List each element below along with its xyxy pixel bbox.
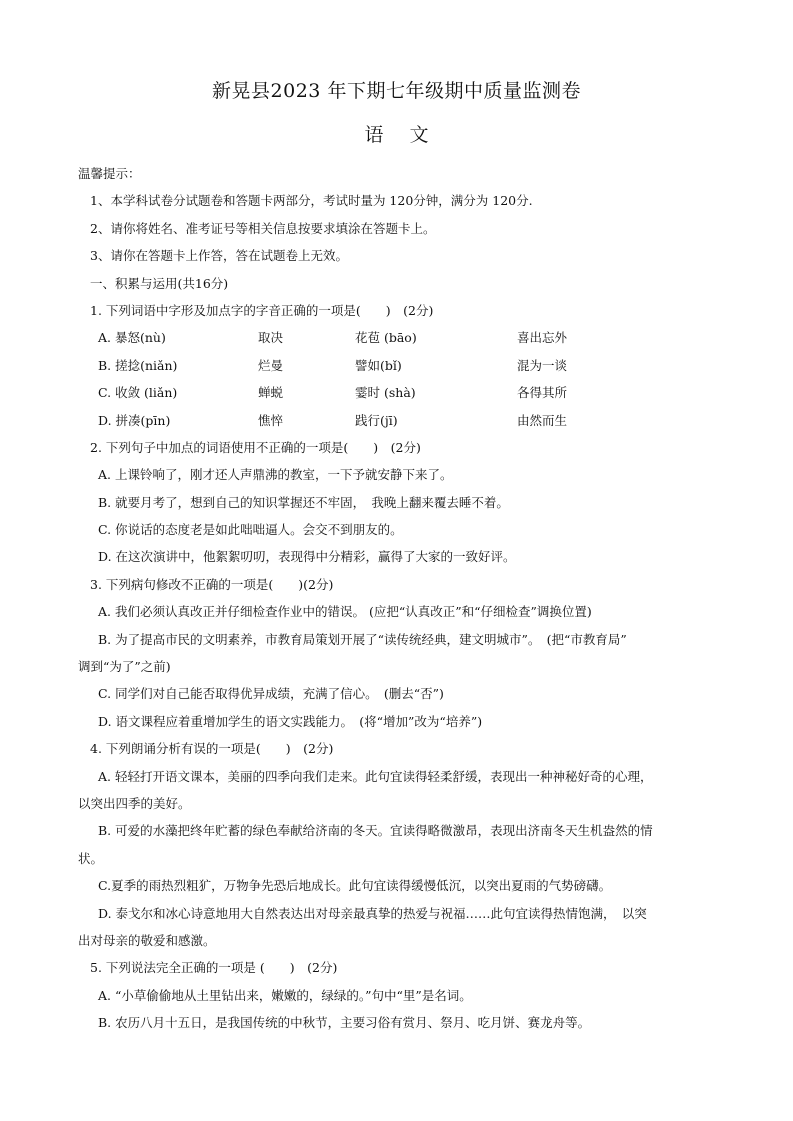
question-5-option-b: B. 农历八月十五日，是我国传统的中秋节，主要习俗有赏月、祭月、吃月饼、赛龙舟等。 (98, 1015, 591, 1031)
question-1-option-row (78, 324, 718, 351)
tips-heading: 温馨提示： (78, 166, 141, 181)
exam-title: 新晃县2023 年下期七年级期中质量监测卷 (212, 80, 581, 102)
option-cell: 譬如(bǐ) (355, 357, 402, 373)
option-cell: 取决 (258, 330, 284, 346)
option-cell: 蝉蜕 (258, 385, 284, 401)
question-1-stem: 1. 下列词语中字形及加点字的字音正确的一项是( ) (2分) (90, 302, 434, 318)
question-2-stem: 2. 下列句子中加点的词语使用不正确的一项是( ) (2分) (90, 439, 421, 455)
question-2-option: B. 就要月考了，想到自己的知识掌握还不牢固， 我晚上翻来覆去睡不着。 (98, 494, 509, 510)
option-cell: D. 拼凑(pīn) (98, 412, 171, 428)
question-3-option-c: C. 同学们对自己能否取得优异成绩，充满了信心。 (删去“否”) (98, 686, 444, 702)
option-cell: 各得其所 (517, 385, 568, 401)
question-5-stem: 5. 下列说法完全正确的一项是 ( ) (2分) (90, 960, 338, 976)
question-4-stem: 4. 下列朗诵分析有误的一项是( ) (2分) (90, 741, 334, 757)
option-cell: 霎时 (shà) (355, 385, 416, 401)
section-heading: 一、积累与运用(共16分) (90, 275, 229, 291)
question-5-option-a: A. “小草偷偷地从土里钻出来，嫩嫩的，绿绿的。”句中“里”是名词。 (98, 987, 472, 1003)
question-3-option-d: D. 语文课程应着重增加学生的语文实践能力。 (将“增加”改为“培养”) (98, 713, 483, 729)
option-cell: A. 暴怒(nù) (98, 330, 166, 346)
option-cell: 烂曼 (258, 357, 284, 373)
option-cell: 由然而生 (517, 412, 568, 428)
option-cell: B. 搓捻(niǎn) (98, 357, 178, 373)
question-1-option-row (78, 352, 718, 379)
question-3-option-b: B. 为了提高市民的文明素养，市教育局策划开展了“读传统经典，建文明城市”。 (把“市教育局” (98, 631, 627, 647)
question-1-option-row (78, 379, 718, 406)
question-3-stem: 3. 下列病句修改不正确的一项是( )(2分) (90, 576, 334, 592)
subject-char-2: 文 (409, 124, 429, 146)
exam-content (78, 160, 718, 1037)
option-cell: 喜出忘外 (517, 330, 568, 346)
question-4-option-d-continued: 出对母亲的敬爱和感激。 (78, 932, 216, 948)
question-4-option-b: B. 可爱的水藻把终年贮蓄的绿色奉献给济南的冬天。宜读得略微激昂，表现出济南冬天生机盎然的情 (98, 823, 653, 839)
subject-char-1: 语 (364, 124, 384, 146)
question-4-option-d: D. 泰戈尔和冰心诗意地用大自然表达出对母亲最真挚的热爱与祝福……此句宜读得热情饱满， 以突 (98, 905, 647, 921)
tip-item: 1、本学科试卷分试题卷和答题卡两部分，考试时量为 120分钟，满分为 120分. (90, 193, 533, 209)
question-1-option-row (78, 407, 718, 434)
question-4-option-b-continued: 状。 (78, 850, 104, 866)
question-4-option-c: C.夏季的雨热烈粗犷，万物争先恐后地成长。此句宜读得缓慢低沉，以突出夏雨的气势磅礴。 (98, 878, 612, 894)
tip-item: 3、请你在答题卡上作答，答在试题卷上无效。 (90, 248, 348, 264)
question-2-option: A. 上课铃响了，刚才还人声鼎沸的教室，一下予就安静下来了。 (98, 467, 453, 483)
option-cell: 践行(jī) (355, 412, 398, 428)
question-4-option-a: A. 轻轻打开语文课本，美丽的四季向我们走来。此句宜读得轻柔舒缓，表现出一种神秘好奇的心理， (98, 768, 653, 784)
question-4-option-a-continued: 以突出四季的美好。 (78, 795, 191, 811)
option-cell: 花苞 (bāo) (355, 330, 417, 346)
tip-item: 2、请你将姓名、准考证号等相关信息按要求填涂在答题卡上。 (90, 220, 436, 236)
question-2-option: C. 你说话的态度老是如此咄咄逼人。会交不到朋友的。 (98, 522, 403, 538)
question-2-option: D. 在这次演讲中，他絮絮叨叨，表现得中分精彩，赢得了大家的一致好评。 (98, 549, 516, 565)
option-cell: 混为一谈 (517, 357, 568, 373)
question-3-option-a: A. 我们必须认真改正并仔细检查作业中的错误。 (应把“认真改正”和“仔细检查”调换位置) (98, 604, 592, 620)
option-cell: 憔悴 (258, 412, 284, 428)
subject-title (0, 120, 793, 147)
option-cell: C. 收敛 (liǎn) (98, 385, 178, 401)
question-3-option-b-continued: 调到“为了”之前) (78, 659, 171, 675)
